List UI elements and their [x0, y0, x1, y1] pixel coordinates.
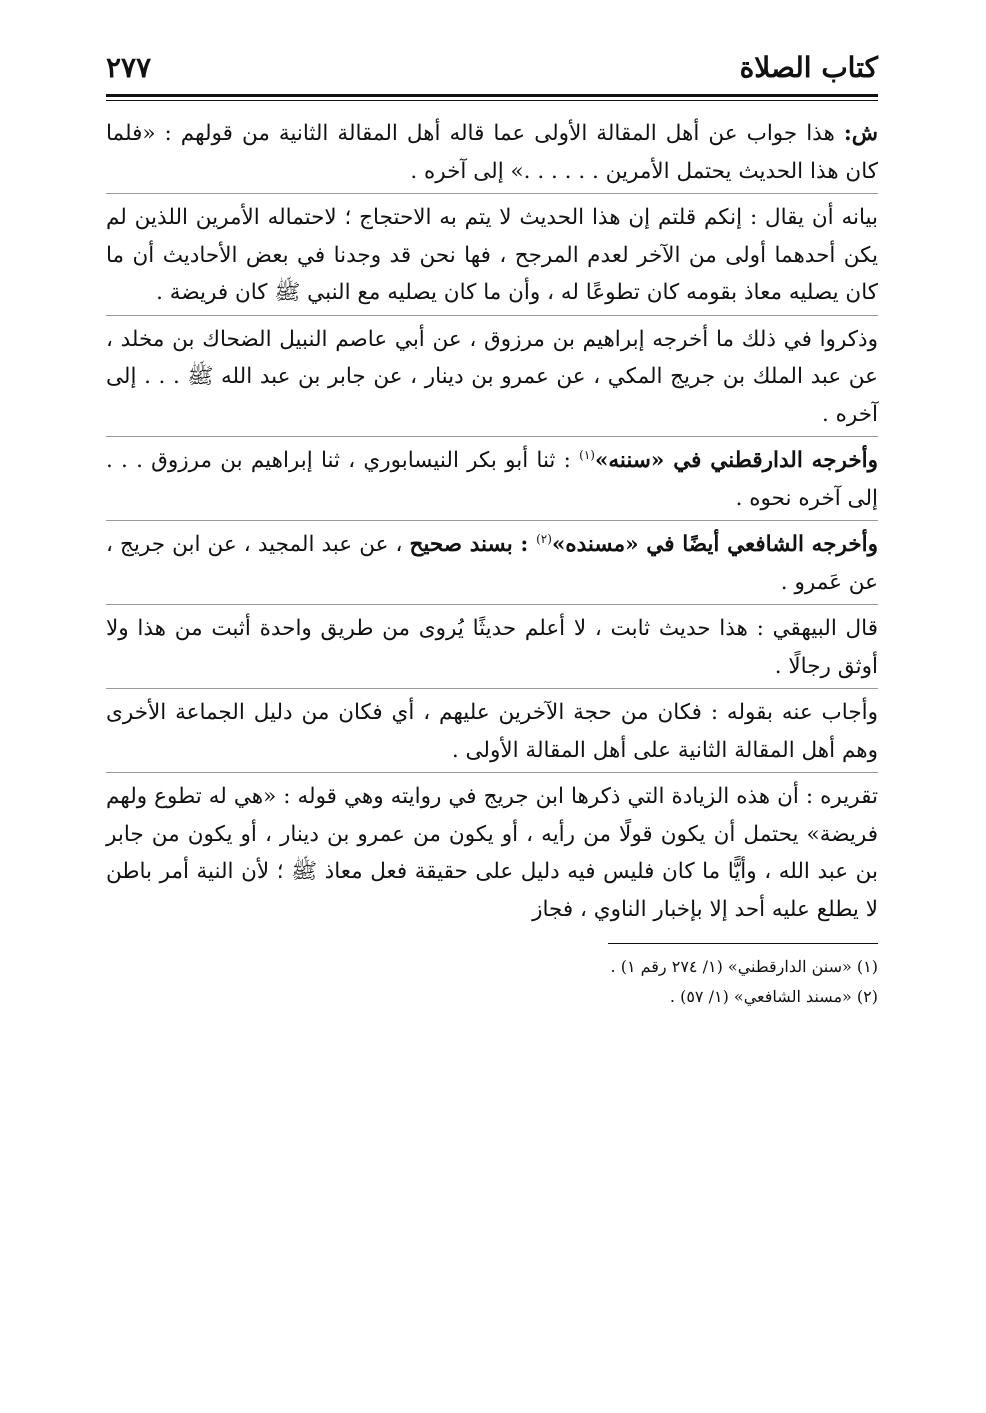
paragraph-5 [106, 520, 878, 604]
paragraph-bold-2: : بسند صحيح [409, 532, 537, 557]
paragraph-6 [106, 604, 878, 688]
paragraph-text: هذا جواب عن أهل المقالة الأولى عما قاله أهل المقالة الثانية من قولهم : «فلما كان هذا الحديث يحتمل الأمرين . . . . . .» إلى آخره . [106, 121, 878, 184]
paragraph-4 [106, 436, 878, 520]
paragraph-text: تقريره : أن هذه الزيادة التي ذكرها ابن جريج في روايته وهي قوله : «هي له تطوع ولهم فريضة» يحتمل أن يكون قولًا من رأيه ، أو يكون من عمرو بن دينار ، أو يكون من جابر بن عبد الله ، وأيًّا ما كان فليس فيه دليل على حقيقة فعل معاذ ﷺ ؛ لأن النية أمر باطن لا يطلع عليه أحد إلا بإخبار الناوي ، فجاز [106, 784, 878, 922]
paragraph-1 [106, 115, 878, 193]
paragraph-8 [106, 772, 878, 931]
page-body [106, 115, 878, 931]
page-header [106, 44, 878, 92]
page-number: ٢٧٧ [106, 51, 152, 84]
header-rule-thin [106, 100, 878, 101]
chapter-title: كتاب الصلاة [739, 51, 878, 84]
paragraph-2 [106, 193, 878, 315]
book-page [106, 44, 878, 1012]
footnote-1: (١) «سنن الدارقطني» (١/ ٢٧٤ رقم ١) . [610, 957, 878, 976]
paragraph-text: وأجاب عنه بقوله : فكان من حجة الآخرين عليهم ، أي فكان من دليل الجماعة الأخرى وهم أهل المقالة الثانية على أهل المقالة الأولى . [106, 700, 878, 763]
header-rule-thick [106, 94, 878, 97]
paragraph-lead: ش: [843, 121, 878, 146]
footnotes [106, 952, 878, 1012]
paragraph-text: بيانه أن يقال : إنكم قلتم إن هذا الحديث لا يتم به الاحتجاج ؛ لاحتماله الأمرين اللذين لم يكن أحدهما أولى من الآخر لعدم المرجح ، فها نحن قد وجدنا في بعض الأحاديث أن ما كان يصليه معاذ بقومه كان تطوعًا له ، وأن ما كان يصليه مع النبي ﷺ كان فريضة . [106, 205, 878, 305]
paragraph-text: قال البيهقي : هذا حديث ثابت ، لا أعلم حديثًا يُروى من طريق واحدة أثبت من هذا ولا أوثق رجالًا . [106, 616, 878, 679]
footnote-rule [608, 943, 878, 944]
footnote-ref-1: (١) [579, 447, 595, 462]
paragraph-text: وذكروا في ذلك ما أخرجه إبراهيم بن مرزوق ، عن أبي عاصم النبيل الضحاك بن مخلد ، عن عبد الملك بن جريج المكي ، عن عمرو بن دينار ، عن جابر بن عبد الله ﷺ . . . إلى آخره . [106, 326, 878, 427]
paragraph-bold: وأخرجه الشافعي أيضًا في «مسنده» [551, 532, 878, 557]
paragraph-text: ، عن عبد المجيد ، عن ابن جريج ، عن عَمرو . [106, 532, 878, 595]
paragraph-text: : ثنا أبو بكر النيسابوري ، ثنا إبراهيم بن مرزوق . . . إلى آخره نحوه . [106, 448, 878, 511]
footnote-ref-2: (٢) [536, 531, 552, 546]
paragraph-3 [106, 315, 878, 437]
footnote-2: (٢) «مسند الشافعي» (١/ ٥٧) . [669, 987, 878, 1006]
paragraph-bold: وأخرجه الدارقطني في «سننه» [594, 448, 878, 473]
paragraph-7 [106, 688, 878, 772]
